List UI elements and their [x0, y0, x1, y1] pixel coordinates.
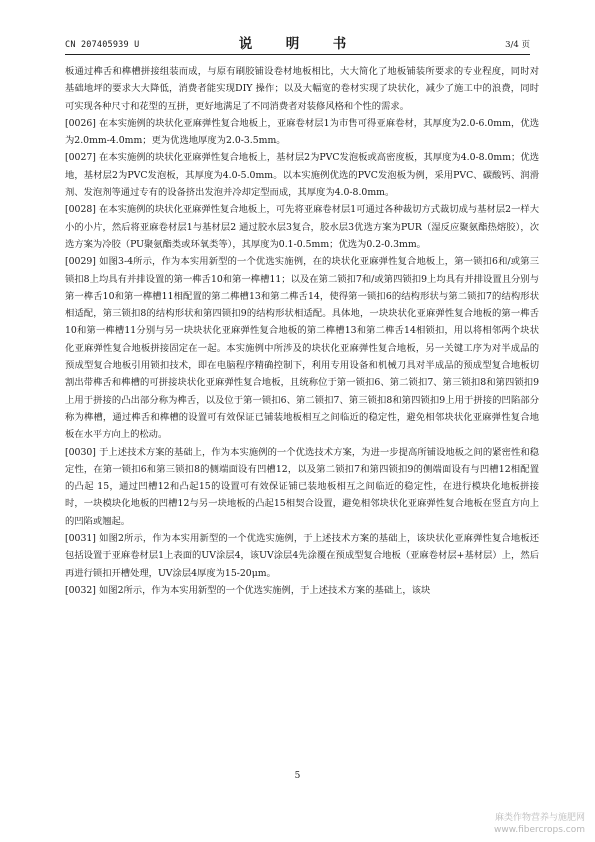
description-body	[65, 63, 539, 599]
paragraph-text: 在本实施例的块状化亚麻弹性复合地板上，亚麻卷材层1为市售可得亚麻卷材，其厚度为2.0-6.0mm，优选为2.0mm-4.0mm；更为优选地厚度为2.0-3.5mm。	[65, 117, 539, 147]
site-watermark	[494, 812, 585, 836]
paragraph-0031	[65, 530, 539, 582]
paragraph-number: [0027]	[65, 152, 96, 164]
watermark-url: www.fibercrops.com	[494, 825, 585, 835]
paragraph-continuation	[65, 63, 539, 115]
page-header	[65, 34, 530, 55]
paragraph-number: [0031]	[65, 533, 96, 545]
paragraph-text: 如图2所示，作为本实用新型的一个优选实施例，于上述技术方案的基础上，该块	[99, 584, 431, 596]
patent-number: CN 207405939 U	[65, 40, 140, 50]
paragraph-text: 于上述技术方案的基础上，作为本实施例的一个优选技术方案，为进一步提高所铺设地板之间的紧密性和稳定性，在第一锁扣6和第三锁扣8的侧端面设有凹槽12，以及第二锁扣7和第四锁扣9的侧端面设有与凹槽12相配置的凸起 15，通过凹槽12和凸起15的设置可有效保证铺已装地板相互之间临近的稳定性，在进行模块化地板拼接时，一块模块化地板的凹槽12与另一块地板的凸起15相契合设置，避免相邻块状化亚麻弹性复合地板在竖直方向上的凹陷或翘起。	[65, 446, 539, 527]
paragraph-0030	[65, 444, 539, 530]
paragraph-0029	[65, 253, 539, 443]
paragraph-number: [0028]	[65, 204, 96, 216]
page-indicator: 3/4 页	[505, 40, 530, 50]
document-title: 说 明 书	[238, 36, 357, 52]
paragraph-text: 在本实施例的块状化亚麻弹性复合地板上，可先将亚麻卷材层1可通过各种裁切方式裁切成与基材层2一样大小的小片，然后将亚麻卷材层1与基材层2 通过胶水层3复合，胶水层3优选方案为PUR（湿反应聚氨酯热熔胶），次选方案为冷胶（PU聚氨酯类或环氧类等），其厚度为0.1-0.5mm；优选为0.2-0.3mm。	[65, 204, 539, 250]
paragraph-text: 在本实施例的块状化亚麻弹性复合地板上，基材层2为PVC发泡板或高密度板，其厚度为4.0-8.0mm；优选地，基材层2为PVC发泡板，其厚度为4.0-5.0mm。以本实施例优选的PVC发泡板为例，采用PVC、碳酸钙、润滑剂、发泡剂等通过专有的设备挤出发泡并冷却定型而成，其厚度为4.0-8.0mm。	[65, 152, 539, 199]
paragraph-0026	[65, 115, 539, 150]
paragraph-0032	[65, 582, 539, 599]
paragraph-number: [0026]	[65, 117, 96, 129]
paragraph-number: [0032]	[65, 584, 96, 596]
paragraph-0028	[65, 201, 539, 253]
paragraph-text: 板通过榫舌和榫槽拼接组装而成，与原有刷胶铺设卷材地板相比，大大简化了地板铺装所要求的专业程度，同时对基础地坪的要求大大降低，消费者能实现DIY 操作；以及大幅宽的卷材实现了块状化，减少了施工中的浪费，同时可实现各种尺寸和花型的互拼，更好地满足了不同消费者对装修风格和个性的需求。	[65, 66, 539, 112]
page-number: 5	[294, 771, 301, 781]
watermark-site-name: 麻类作物营养与施肥网	[494, 813, 585, 823]
paragraph-text: 如图3-4所示，作为本实用新型的一个优选实施例，在的块状化亚麻弹性复合地板上，第一锁扣6和/或第三锁扣8上均具有并排设置的第一榫舌10和第一榫槽11；以及在第二锁扣7和/或第四锁扣9上均具有并排设置且分别与第一榫舌10和第一榫槽11相配置的第二榫槽13和第二榫舌14，使得第一锁扣6的结构形状与第二锁扣7的结构形状相适配，第三锁扣8的结构形状和第四锁扣9的结构形状相适配。具体地，一块块状化亚麻弹性复合地板的第一榫舌10和第一榫槽11分别与另一块块状化亚麻弹性复合地板的第二榫槽13和第二榫舌14相锁扣，用以将相邻两个块状化亚麻弹性复合地板拼接固定在一起。本实施例中所涉及的块状化亚麻弹性复合地板，另一关键工序为对半成品的预成型复合地板引用锁扣技术，即在电脑程序精确控制下，利用专用设备和机械刀具对半成品的预成型复合地板切割出带榫舌和榫槽的可拼接块状化亚麻弹性复合地板，且统称位于第一锁扣6、第二锁扣7、第三锁扣8和第四锁扣9上用于拼接的凸出部分称为榫舌，以及位于第一锁扣6、第二锁扣7、第三锁扣8和第四锁扣9上用于拼接的凹陷部分称为榫槽，通过榫舌和榫槽的设置可有效保证已铺装地板相互之间临近的稳定性，避免相邻块状化亚麻弹性复合地板在水平方向上的松动。	[65, 256, 539, 441]
paragraph-number: [0030]	[65, 446, 96, 458]
paragraph-number: [0029]	[65, 256, 96, 268]
paragraph-text: 如图2所示，作为本实用新型的一个优选实施例，于上述技术方案的基础上，该块状化亚麻弹性复合地板还包括设置于亚麻卷材层1上表面的UV涂层4，该UV涂层4先涂覆在预成型复合地板（亚麻卷材层+基材层）上，然后再进行锁扣开槽处理，UV涂层4厚度为15-20μm。	[65, 533, 539, 579]
paragraph-0027	[65, 149, 539, 201]
